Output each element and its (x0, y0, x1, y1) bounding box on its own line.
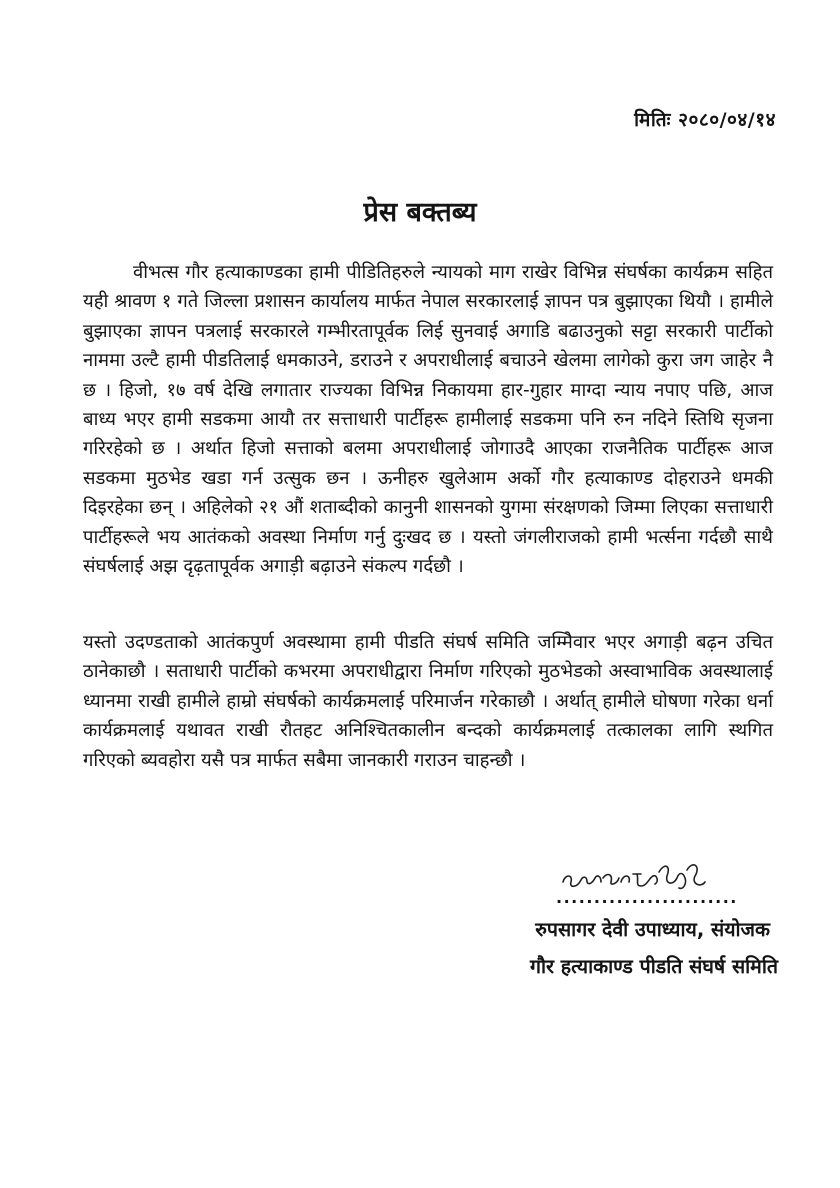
body-paragraph-1: वीभत्स गौर हत्याकाण्डका हामी पीडितिहरुले न्यायको माग राखेर विभिन्न संघर्षका कार्यक्रम सहित यही श्रावण १ गते जिल्ला प्रशासन कार्यालय मार्फत नेपाल सरकारलाई ज्ञापन पत्र बुझाएका थियौ । हामीले बुझाएका ज्ञापन पत्रलाई सरकारले गम्भीरतापूर्वक लिई सुनवाई अगाडि बढाउनुको सट्टा सरकारी पार्टीको नाममा उल्टै हामी पीडतिलाई धमकाउने, डराउने र अपराधीलाई बचाउने खेलमा लागेको कुरा जग जाहेर नै छ । हिजो, १७ वर्ष देखि लगातार राज्यका विभिन्न निकायमा हार-गुहार माग्दा न्याय नपाए पछि, आज बाध्य भएर हामी सडकमा आयौ तर सत्ताधारी पार्टीहरू हामीलाई सडकमा पनि रुन नदिने स्तिथि सृजना गरिरहेको छ । अर्थात हिजो सत्ताको बलमा अपराधीलाई जोगाउदै आएका राजनैतिक पार्टीहरू आज सडकमा मुठभेड खडा गर्न उत्सुक छन । ऊनीहरु खुलेआम अर्को गौर हत्याकाण्ड दोहराउने धमकी दिइरहेका छन् । अहिलेको २१ औं शताब्दीको कानुनी शासनको युगमा संरक्षणको जिम्मा लिएका सत्ताधारी पार्टीहरूले भय आतंकको अवस्था निर्माण गर्नु दुःखद छ । यस्तो जंगलीराजको हामी भर्त्सना गर्दछौ साथै संघर्षलाई अझ दृढ़तापूर्वक अगाड़ी बढ़ाउने संकल्प गर्दछौ । (83, 262, 773, 578)
date-line: मितिः २०८०/०४/१४ (634, 109, 776, 131)
signatory-name: रुपसागर देवी उपाध्याय, संयोजक (535, 918, 770, 941)
signatory-organization: गौर हत्याकाण्ड पीडति संघर्ष समिति (529, 955, 778, 978)
document-title: प्रेस बक्तब्य (363, 197, 477, 228)
signature-dots: ........................ (556, 888, 738, 907)
body-paragraph-2: यस्तो उदण्डताको आतंकपुर्ण अवस्थामा हामी पीडति संघर्ष समिति जम्मिेवार भएर अगाड़ी बढ़न उचित ठानेकाछौ । सताधारी पार्टीको कभरमा अपराधीद्वारा निर्माण गरिएको मुठभेडको अस्वाभाविक अवस्थालाई ध्यानमा राखी हामीले हाम्रो संघर्षको कार्यक्रमलाई परिमार्जन गरेकाछौ । अर्थात् हामीले घोषणा गरेका धर्ना कार्यक्रमलाई यथावत राखी रौतहट अनिश्चितकालीन बन्दको कार्यक्रमलाई तत्कालका लागि स्थगित गरिएको ब्यवहोरा यसै पत्र मार्फत सबैमा जानकारी गराउन चाहन्छौ । (83, 632, 773, 771)
